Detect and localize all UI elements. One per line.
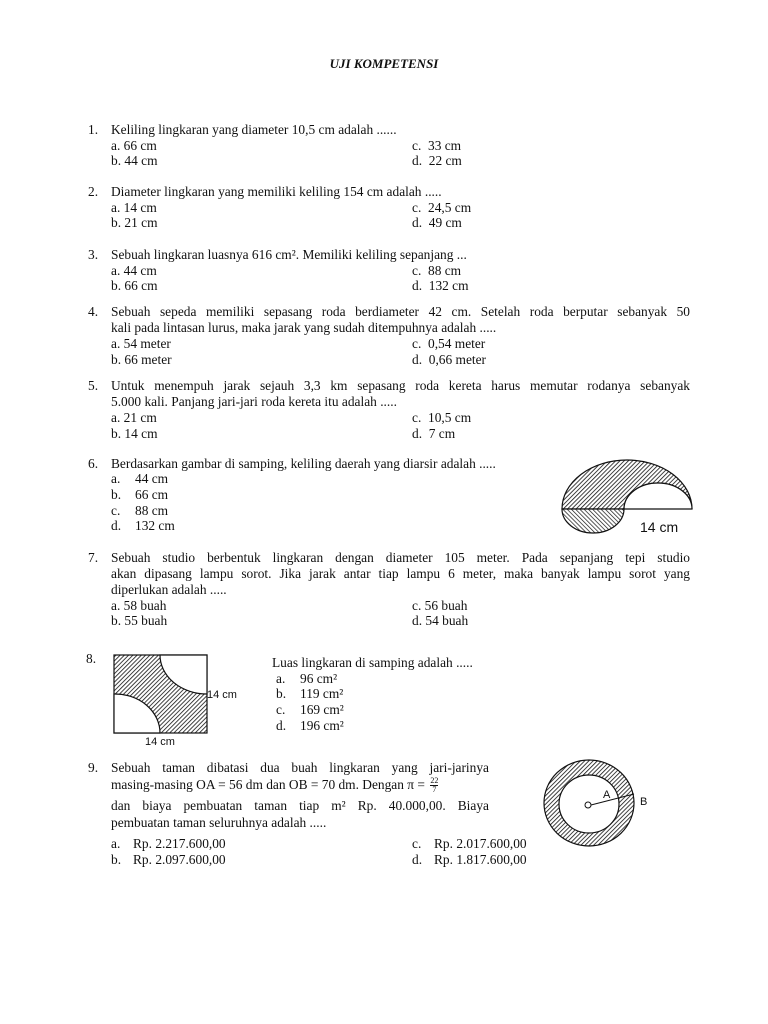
figure-6-shaded-region [556,452,716,538]
question-number: 9. [88,760,99,775]
option-d[interactable]: d. 132 cm [412,278,469,293]
question-text: Sebuah lingkaran luasnya 616 cm². Memiliki keliling sepanjang ... [111,247,467,262]
question-number: 3. [88,247,99,262]
option-b[interactable]: b. 21 cm [111,215,158,230]
option-d[interactable]: d. 0,66 meter [412,352,487,367]
option-d[interactable]: d. 22 cm [412,153,462,168]
option-b[interactable]: b. Rp. 2.097.600,00 [111,852,226,867]
figure-9-ring-garden [540,754,690,864]
option-a[interactable]: a. 58 buah [111,598,167,613]
figure-8-bottom-label: 14 cm [145,736,175,748]
question-text-line-1: Untuk menempuh jarak sejauh 3,3 km sepasang roda kereta harus memutar rodanya sebanyak [111,378,690,393]
option-b[interactable]: b. 66 cm [111,278,158,293]
option-a[interactable]: a. 96 cm² [276,671,338,686]
option-c[interactable]: c. 88 cm [412,263,462,278]
option-a[interactable]: a. 44 cm [111,471,169,486]
question-number: 7. [88,550,99,565]
option-b[interactable]: b. 14 cm [111,426,158,441]
question-text-line-1: Sebuah taman dibatasi dua buah lingkaran yang jari-jarinya [111,760,489,775]
option-d[interactable]: d. 7 cm [412,426,456,441]
figure-9-label-b: B [640,796,648,808]
figure-6-dimension-label: 14 cm [640,519,679,535]
question-text-line-3: diperlukan adalah ..... [111,582,227,597]
option-c[interactable]: c. 0,54 meter [412,336,486,351]
option-d[interactable]: d. 196 cm² [276,718,344,733]
option-d[interactable]: d. Rp. 1.817.600,00 [412,852,527,867]
figure-9-label-a: A [603,789,611,801]
option-d[interactable]: d. 132 cm [111,518,175,533]
option-a[interactable]: a. Rp. 2.217.600,00 [111,836,226,851]
question-text-line-4: pembuatan taman seluruhnya adalah ..... [111,815,327,830]
option-c[interactable]: c. Rp. 2.017.600,00 [412,836,527,851]
option-c[interactable]: c. 56 buah [412,598,468,613]
question-number: 5. [88,378,99,393]
option-c[interactable]: c. 10,5 cm [412,410,472,425]
question-text-line-1: Sebuah sepeda memiliki sepasang roda berdiameter 42 cm. Setelah roda berputar sebanyak 50 [111,304,690,319]
option-c[interactable]: c. 169 cm² [276,702,344,717]
option-a[interactable]: a. 21 cm [111,410,157,425]
option-a[interactable]: a. 66 cm [111,138,157,153]
question-text-line-2: masing-masing OA = 56 dm dan OB = 70 dm. Dengan π = $\frac{22}{7}$ [111,776,439,794]
option-a[interactable]: a. 14 cm [111,200,157,215]
question-number: 6. [88,456,99,471]
question-text-line-2: kali pada lintasan lurus, maka jarak yang sudah ditempuhnya adalah ..... [111,320,497,335]
figure-8-right-label: 14 cm [207,689,237,701]
question-number: 2. [88,184,99,199]
question-number: 1. [88,122,99,137]
question-text: Diameter lingkaran yang memiliki keliling 154 cm adalah ..... [111,184,442,199]
pi-fraction: $\frac{22}{7}$ [430,776,439,794]
question-text: Berdasarkan gambar di samping, keliling daerah yang diarsir adalah ..... [111,456,496,471]
question-number: 8. [86,651,97,666]
option-c[interactable]: c. 24,5 cm [412,200,472,215]
option-b[interactable]: b. 66 cm [111,487,169,502]
question-8-body [272,655,532,733]
question-text-line-3: dan biaya pembuatan taman tiap m² Rp. 40.000,00. Biaya [111,798,489,813]
option-b[interactable]: b. 44 cm [111,153,158,168]
option-b[interactable]: b. 55 buah [111,613,168,628]
option-b[interactable]: b. 119 cm² [276,686,344,701]
option-c[interactable]: c. 88 cm [111,503,169,518]
figure-8-square-with-quarter-circles [110,652,270,748]
option-a[interactable]: a. 44 cm [111,263,157,278]
question-text-line-2: 5.000 kali. Panjang jari-jari roda kereta itu adalah ..... [111,394,397,409]
option-b[interactable]: b. 66 meter [111,352,172,367]
question-text-line-2: akan dipasang lampu sorot. Jika jarak antar tiap lampu 6 meter, maka banyak lampu sorot yang [111,566,690,581]
question-text: Keliling lingkaran yang diameter 10,5 cm adalah ...... [111,122,397,137]
option-c[interactable]: c. 33 cm [412,138,462,153]
page-title: UJI KOMPETENSI [329,56,439,71]
question-text: Luas lingkaran di samping adalah ..... [272,655,473,670]
question-text-line-1: Sebuah studio berbentuk lingkaran dengan diameter 105 meter. Pada sepanjang tepi studio [111,550,690,565]
option-d[interactable]: d. 54 buah [412,613,469,628]
option-a[interactable]: a. 54 meter [111,336,171,351]
question-number: 4. [88,304,99,319]
option-d[interactable]: d. 49 cm [412,215,462,230]
